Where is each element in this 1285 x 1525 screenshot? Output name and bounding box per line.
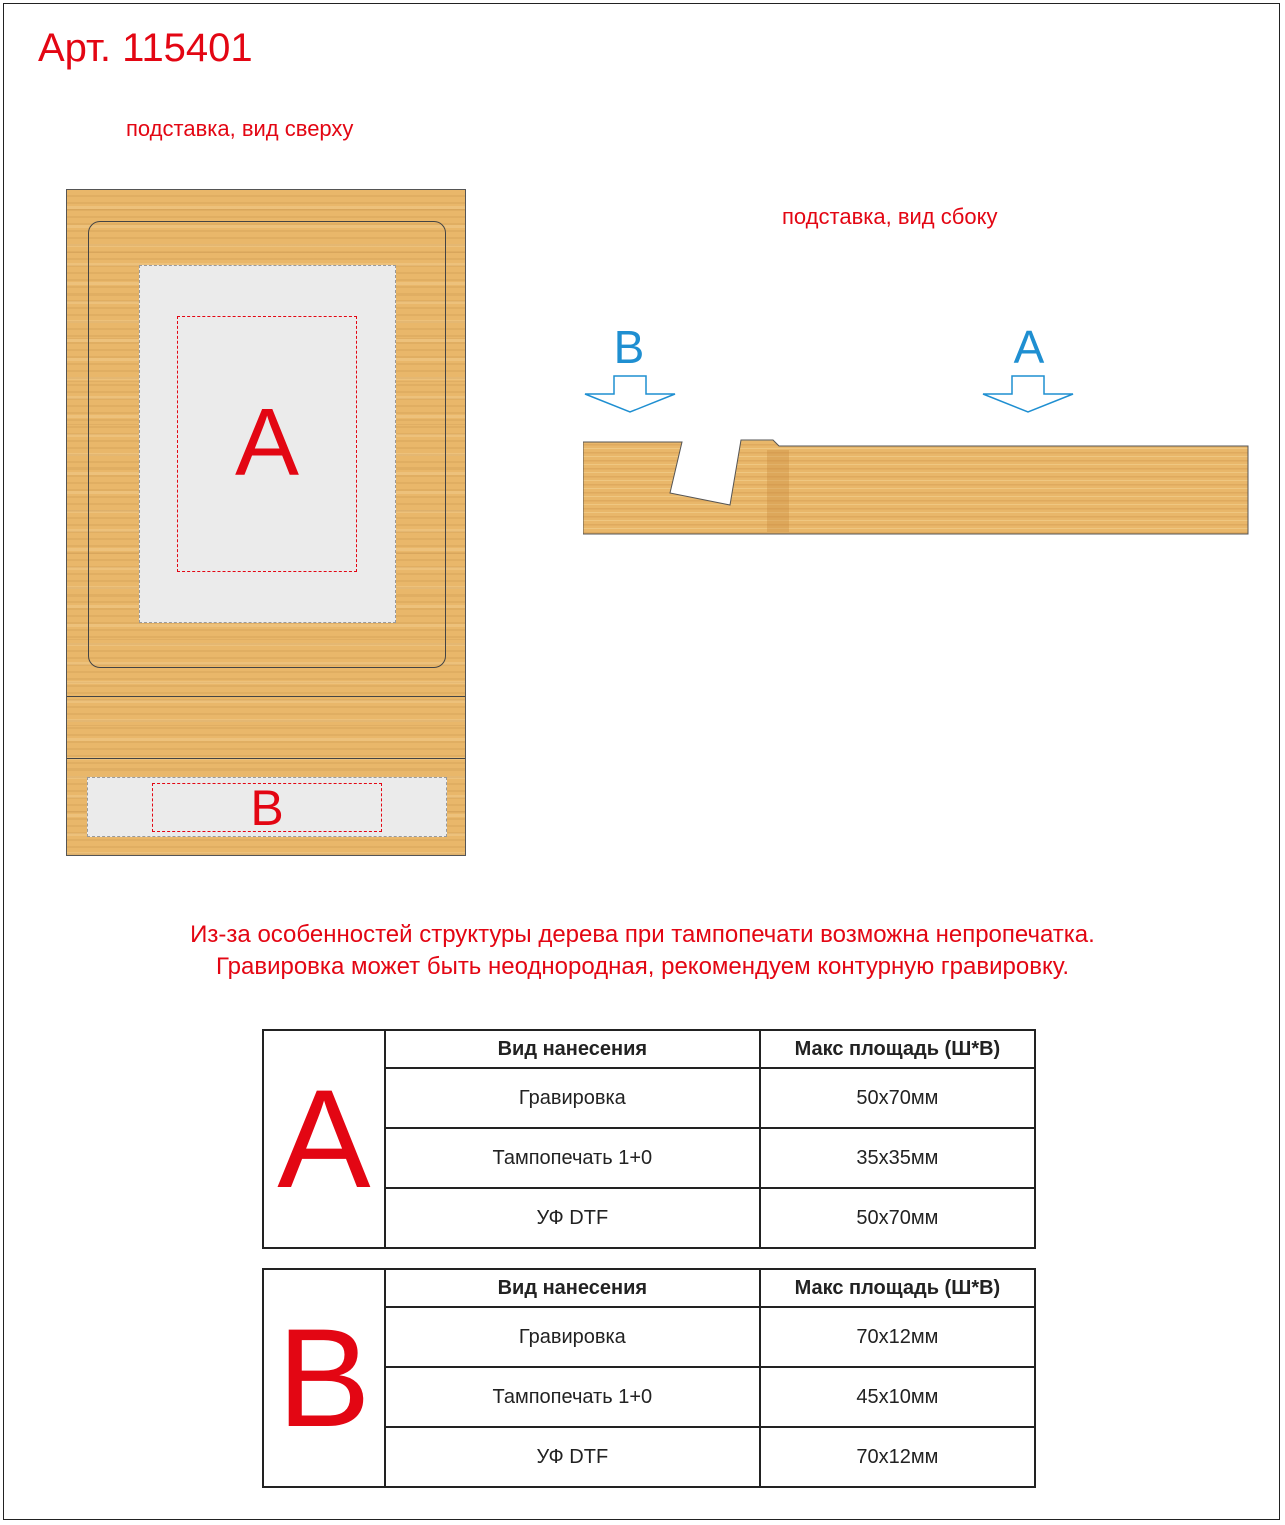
table-cell-area: 70x12мм: [760, 1427, 1035, 1487]
slot-edge-line-2: [67, 758, 465, 759]
table-a-letter: A: [263, 1030, 385, 1248]
table-b-letter: B: [263, 1269, 385, 1487]
side-profile-body: [583, 440, 1248, 534]
side-view-caption: подставка, вид сбоку: [782, 204, 998, 229]
table-b: [262, 1268, 1036, 1488]
table-cell-method: Тампопечать 1+0: [385, 1367, 760, 1427]
side-arrow-b-label: B: [613, 321, 645, 373]
table-cell-method: УФ DTF: [385, 1188, 760, 1248]
stand-side-view: [583, 300, 1253, 540]
table-row: [263, 1030, 1035, 1068]
article-title: Арт. 115401: [38, 26, 253, 70]
table-cell-area: 45x10мм: [760, 1367, 1035, 1427]
table-cell-area: 50x70мм: [760, 1068, 1035, 1128]
table-header-area: Макс площадь (Ш*В): [760, 1030, 1035, 1068]
table-cell-method: УФ DTF: [385, 1427, 760, 1487]
table-cell-area: 70x12мм: [760, 1307, 1035, 1367]
arrow-b-icon: [585, 376, 675, 412]
table-cell-method: Тампопечать 1+0: [385, 1128, 760, 1188]
table-cell-area: 35x35мм: [760, 1128, 1035, 1188]
zone-b-label: B: [250, 780, 284, 836]
table-header-method: Вид нанесения: [385, 1269, 760, 1307]
table-a: [262, 1029, 1036, 1249]
table-row: [263, 1269, 1035, 1307]
arrow-a-icon: [983, 376, 1073, 412]
note-line-2: Гравировка может быть неоднородная, рекомендуем контурную гравировку.: [215, 953, 1069, 980]
table-cell-area: 50x70мм: [760, 1188, 1035, 1248]
wood-knot-mark: [767, 450, 789, 532]
stand-top-view: [66, 189, 466, 856]
slot-edge-line-1: [67, 696, 465, 697]
top-view-caption: подставка, вид сверху: [126, 116, 354, 141]
table-cell-method: Гравировка: [385, 1307, 760, 1367]
note-line-1: Из-за особенностей структуры дерева при тампопечати возможна непропечатка.: [190, 921, 1095, 948]
side-arrow-a-label: A: [1013, 321, 1045, 373]
table-header-area: Макс площадь (Ш*В): [760, 1269, 1035, 1307]
table-header-method: Вид нанесения: [385, 1030, 760, 1068]
table-cell-method: Гравировка: [385, 1068, 760, 1128]
zone-a-label: A: [234, 389, 300, 496]
